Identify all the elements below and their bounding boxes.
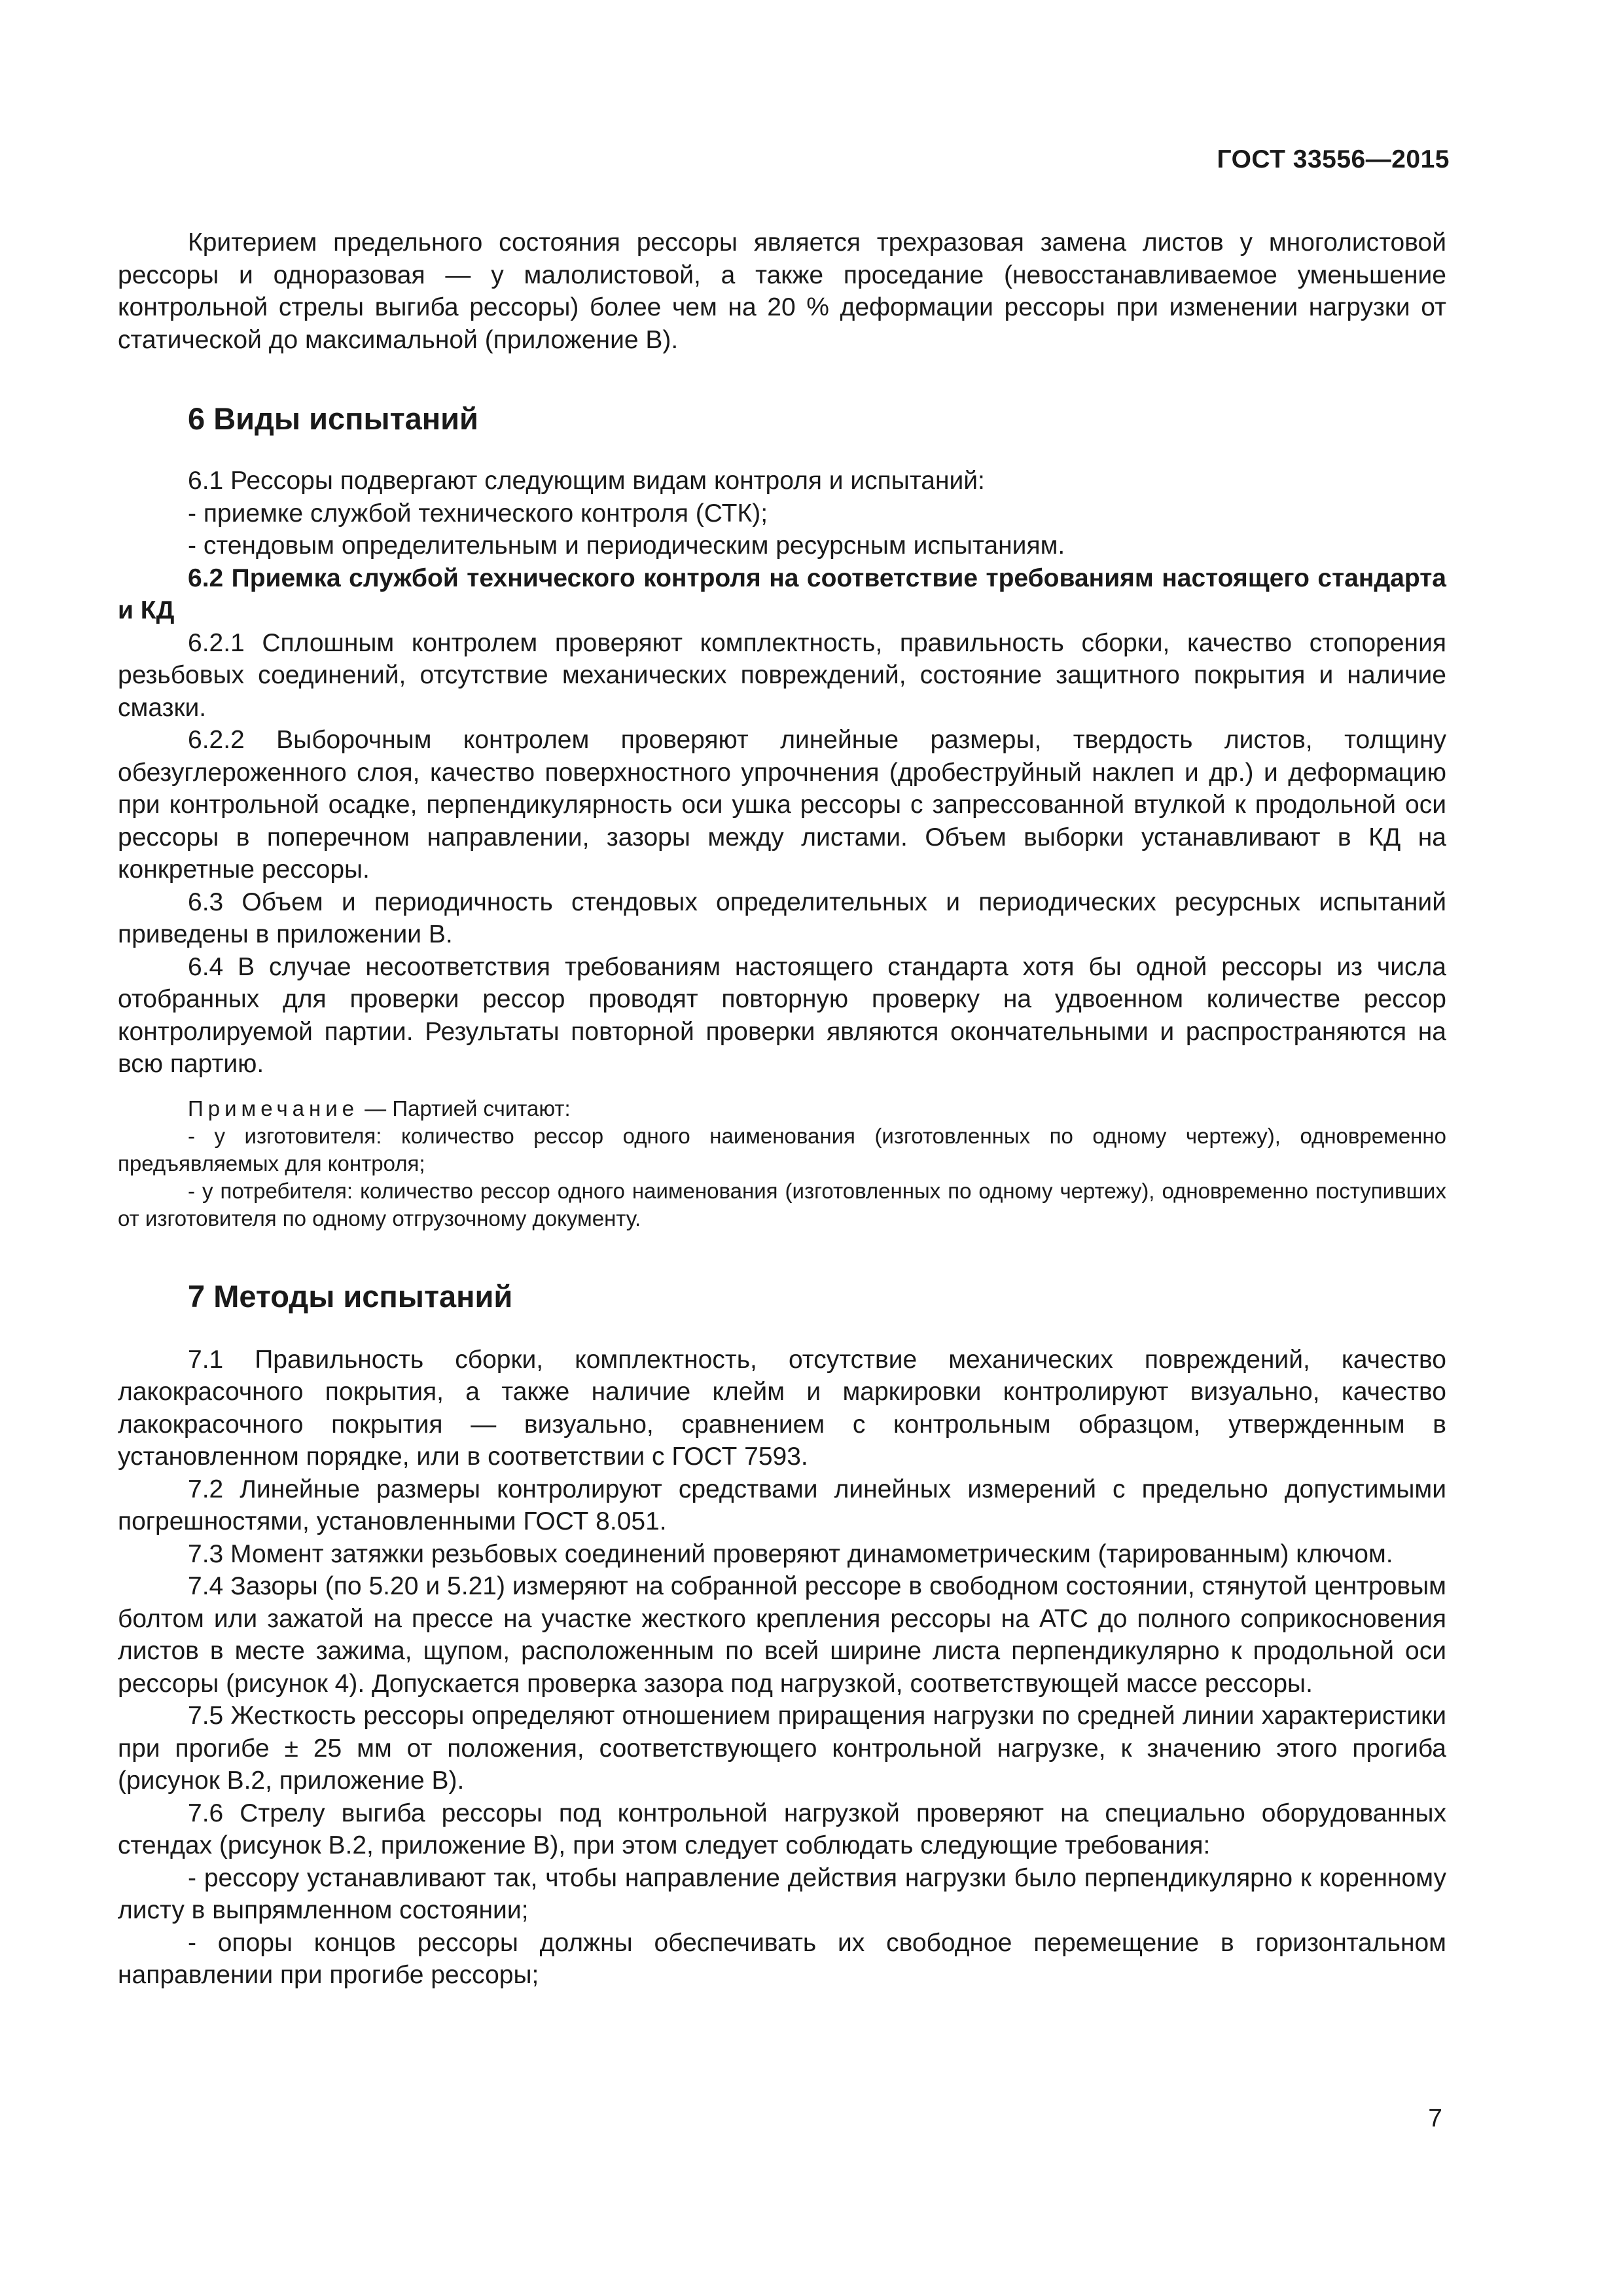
note-text: — Партией считают: [359,1096,571,1121]
page-number: 7 [1428,2104,1442,2132]
paragraph-6-1: 6.1 Рессоры подвергают следующим видам контроля и испытаний: [188,467,985,495]
page-content [118,226,1446,1992]
list-item-7-6-a: - рессору устанавливают так, чтобы направление действия нагрузки было перпендикулярно к коренному листу в выпрямленном состоянии; [118,1863,1446,1924]
paragraph-7-1: 7.1 Правильность сборки, комплектность, отсутствие механических повреждений, качество лакокрасочного покрытия, а также наличие клейм и маркировки контролируют визуально, качество лакокрасочного покрытия — визуально, сравнением с контрольным образцом, утвержденным в установленном порядке, или в соответствии с ГОСТ 7593. [118,1345,1446,1471]
note-label: Примечание [188,1096,359,1121]
list-item-6-1-a: - приемке службой технического контроля (СТК); [188,499,768,528]
section-7-heading: 7 Методы испытаний [188,1278,513,1314]
paragraph-7-5: 7.5 Жесткость рессоры определяют отношением приращения нагрузки по средней линии характеристики при прогибе ± 25 мм от положения, соответствующего контрольной нагрузке, к значению этого прогиба (рисунок В.2, приложение В). [118,1702,1446,1795]
section-6-heading: 6 Виды испытаний [188,401,478,436]
paragraph-6-2-1: 6.2.1 Сплошным контролем проверяют комплектность, правильность сборки, качество стопорения резьбовых соединений, отсутствие механических повреждений, состояние защитного покрытия и наличие смазки. [118,628,1446,722]
note-heading [118,1095,1446,1122]
paragraph-6-4: 6.4 В случае несоответствия требованиям настоящего стандарта хотя бы одной рессоры из числа отобранных для проверки рессор проводят повторную проверку на удвоенном количестве рессор контролируемой партии. Результаты повторной проверки являются окончательными и распространяются на всю партию. [118,952,1446,1078]
standard-code: ГОСТ 33556—2015 [1217,145,1450,173]
paragraph-6-2: 6.2 Приемка службой технического контроля на соответствие требованиям настоящего стандарта и КД [118,564,1446,624]
note-item-consumer: - у потребителя: количество рессор одного наименования (изготовленных по одному чертежу), одновременно поступивших от изготовителя по одному отгрузочному документу. [118,1178,1446,1230]
paragraph-6-2-2: 6.2.2 Выборочным контролем проверяют линейные размеры, твердость листов, толщину обезуглероженного слоя, качество поверхностного упрочнения (дробеструйный наклеп и др.) и деформацию при контрольной осадке, перпендикулярность оси ушка рессоры с запрессованной втулкой к продольной оси рессоры в поперечном направлении, зазоры между листами. Объем выборки устанавливают в КД на конкретные рессоры. [118,726,1446,884]
paragraph-7-3: 7.3 Момент затяжки резьбовых соединений проверяют динамометрическим (тарированным) ключом. [188,1539,1393,1568]
paragraph-6-3: 6.3 Объем и периодичность стендовых определительных и периодических ресурсных испытаний приведены в приложении В. [118,888,1446,948]
list-item-7-6-b: - опоры концов рессоры должны обеспечивать их свободное перемещение в горизонтальном направлении при прогибе рессоры; [118,1928,1446,1989]
list-item-6-1-b: - стендовым определительным и периодическим ресурсным испытаниям. [188,531,1065,560]
paragraph-7-2: 7.2 Линейные размеры контролируют средствами линейных измерений с предельно допустимыми погрешностями, установленными ГОСТ 8.051. [118,1475,1446,1535]
intro-paragraph: Критерием предельного состояния рессоры является трехразовая замена листов у многолистовой рессоры и одноразовая — у малолистовой, а также проседание (невосстанавливаемое уменьшение контрольной стрелы выгиба рессоры) более чем на 20 % деформации рессоры при изменении нагрузки от статической до максимальной (приложение В). [118,228,1446,354]
note-block [118,1095,1446,1232]
paragraph-7-6: 7.6 Стрелу выгиба рессоры под контрольной нагрузкой проверяют на специально оборудованных стендах (рисунок В.2, приложение В), при этом следует соблюдать следующие требования: [118,1799,1446,1859]
note-item-manufacturer: - у изготовителя: количество рессор одного наименования (изготовленных по одному чертежу), одновременно предъявляемых для контроля; [118,1123,1446,1175]
paragraph-7-4: 7.4 Зазоры (по 5.20 и 5.21) измеряют на собранной рессоре в свободном состоянии, стянутой центровым болтом или зажатой на прессе на участке жесткого крепления рессоры на АТС до полного соприкосновения листов в месте зажима, щупом, расположенным по всей ширине листа перпендикулярно к продольной оси рессоры (рисунок 4). Допускается проверка зазора под нагрузкой, соответствующей массе рессоры. [118,1572,1446,1698]
